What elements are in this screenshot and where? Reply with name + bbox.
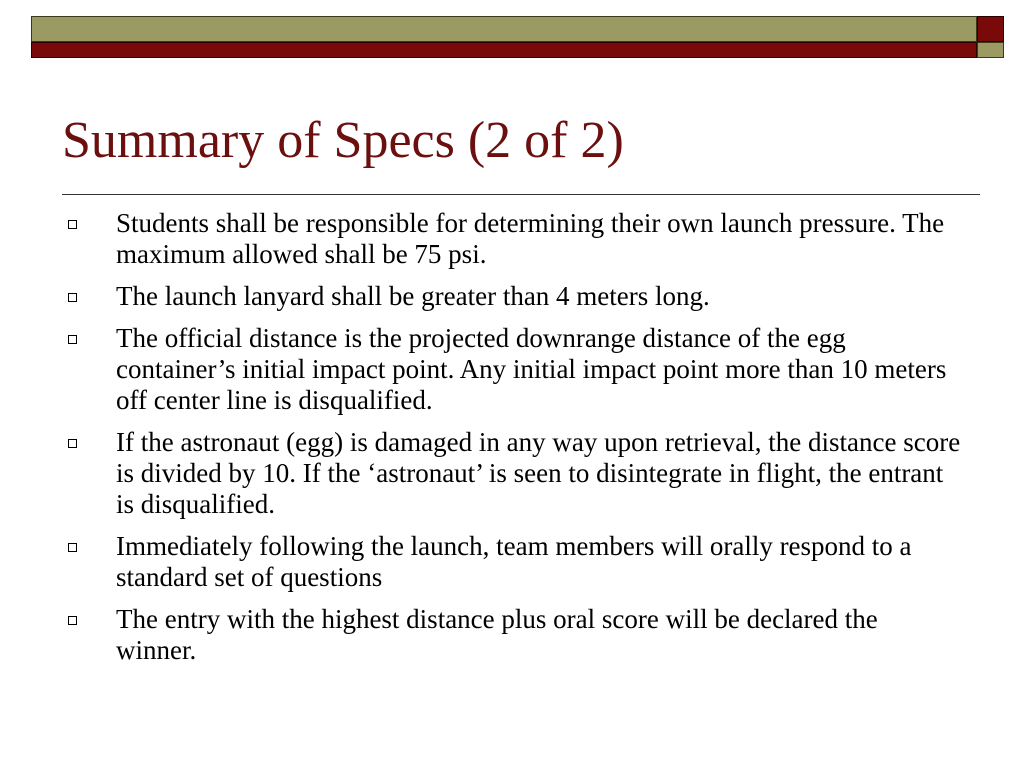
- bullet-text: The official distance is the projected downrange distance of the egg container’s initial impact point. Any initial impact point more than 10 meters off center line is disqualified.: [116, 323, 947, 415]
- hollow-square-bullet-icon: [68, 543, 77, 552]
- bullet-text: The launch lanyard shall be greater than 4 meters long.: [116, 281, 710, 311]
- header-olive-square: [977, 42, 1004, 58]
- bullet-item: [62, 323, 962, 416]
- hollow-square-bullet-icon: [68, 293, 77, 302]
- hollow-square-bullet-icon: [68, 220, 77, 229]
- bullet-item: [62, 531, 962, 593]
- header-maroon-bar: [31, 42, 977, 58]
- bullet-list: [62, 208, 962, 677]
- hollow-square-bullet-icon: [68, 616, 77, 625]
- slide-title: Summary of Specs (2 of 2): [62, 112, 624, 169]
- bullet-text: If the astronaut (egg) is damaged in any way upon retrieval, the distance score is divided by 10. If the ‘astronaut’ is seen to disintegrate in flight, the entrant is disqualified.: [116, 427, 961, 519]
- header-olive-bar: [31, 16, 977, 42]
- bullet-item: [62, 208, 962, 270]
- bullet-text: Students shall be responsible for determining their own launch pressure. The maximum allowed shall be 75 psi.: [116, 208, 945, 269]
- bullet-item: [62, 604, 962, 666]
- hollow-square-bullet-icon: [68, 439, 77, 448]
- hollow-square-bullet-icon: [68, 335, 77, 344]
- bullet-item: [62, 427, 962, 520]
- bullet-text: The entry with the highest distance plus oral score will be declared the winner.: [116, 604, 878, 665]
- bullet-item: [62, 281, 962, 312]
- bullet-text: Immediately following the launch, team members will orally respond to a standard set of questions: [116, 531, 912, 592]
- header-maroon-square: [977, 16, 1004, 42]
- title-divider: [62, 194, 980, 195]
